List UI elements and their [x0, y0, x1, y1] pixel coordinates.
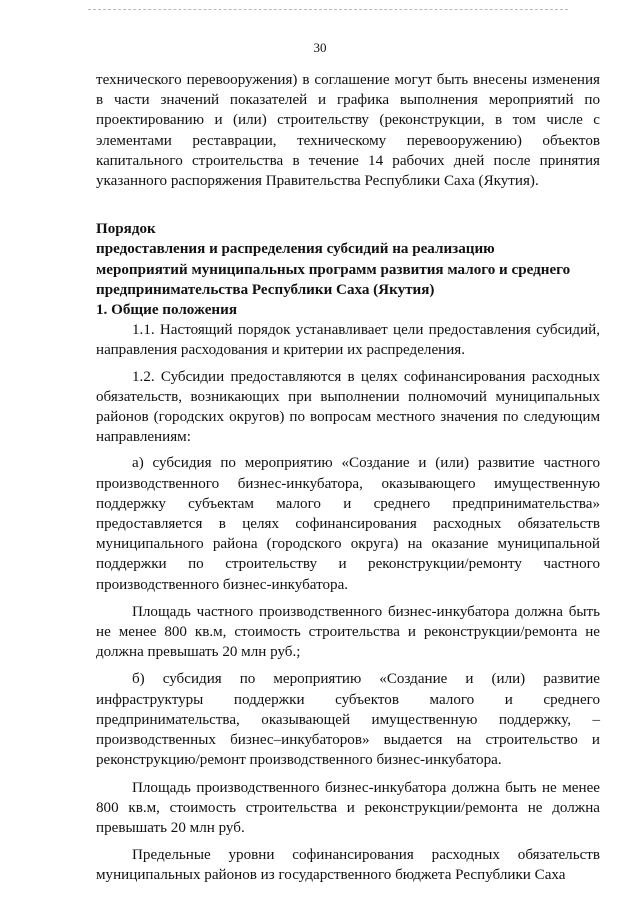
document-body [96, 70, 600, 886]
paragraph-1-1: 1.1. Настоящий порядок устанавливает цели предоставления субсидий, направления расходования и критерии их распределения. [96, 322, 600, 359]
item-a: а) субсидия по мероприятию «Создание и (или) развитие частного производственного бизнес-инкубатора, оказывающего имущественную поддержку субъектам малого и среднего предпринимательства» предоставляется в целях софинансирования расходных обязательств муниципального района (городского округа) на оказание муниципальной поддержки по строительству и реконструкции/ремонту частного производственного бизнес-инкубатора. [96, 455, 600, 593]
title-line-2: предоставления и распределения субсидий на реализацию [96, 241, 495, 258]
title-line-4: предпринимательства Республики Саха (Якутия) [96, 281, 435, 298]
item-b-area: Площадь производственного бизнес-инкубатора должна быть не менее 800 кв.м, стоимость строительства и реконструкции/ремонта не должна превышать 20 млн руб. [96, 779, 600, 836]
item-b: б) субсидия по мероприятию «Создание и (или) развитие инфраструктуры поддержки субъектов малого и среднего предпринимательства, оказывающей имущественную поддержку, – производственных бизнес–инкубаторов» выдается на строительство и реконструкцию/ремонт производственного бизнес-инкубатора. [96, 671, 600, 769]
paragraph-1-2: 1.2. Субсидии предоставляются в целях софинансирования расходных обязательств, возникающих при выполнении полномочий муниципальных районов (городских округов) по вопросам местного значения по следующим направлениям: [96, 368, 600, 446]
intro-paragraph: технического перевооружения) в соглашение могут быть внесены изменения в части значений показателей и графика выполнения мероприятий по проектированию и (или) строительству (реконструкции, в том числе с элементами реставрации, техническому перевооружению) объектов капитального строительства в течение 14 рабочих дней после принятия указанного распоряжения Правительства Республики Саха (Якутия). [96, 72, 600, 190]
scan-artifact-line [88, 9, 568, 10]
title-line-3: мероприятий муниципальных программ развития малого и среднего [96, 261, 571, 278]
section-title: 1. Общие положения [96, 302, 237, 319]
title-line-1: Порядок [96, 221, 156, 238]
document-title [96, 219, 600, 300]
item-a-area: Площадь частного производственного бизнес-инкубатора должна быть не менее 800 кв.м, стоимость строительства и реконструкции/ремонта не должна превышать 20 млн руб.; [96, 603, 600, 661]
limits-paragraph: Предельные уровни софинансирования расходных обязательств муниципальных районов из государственного бюджета Республики Саха [96, 847, 600, 884]
page-number: 30 [313, 40, 327, 55]
